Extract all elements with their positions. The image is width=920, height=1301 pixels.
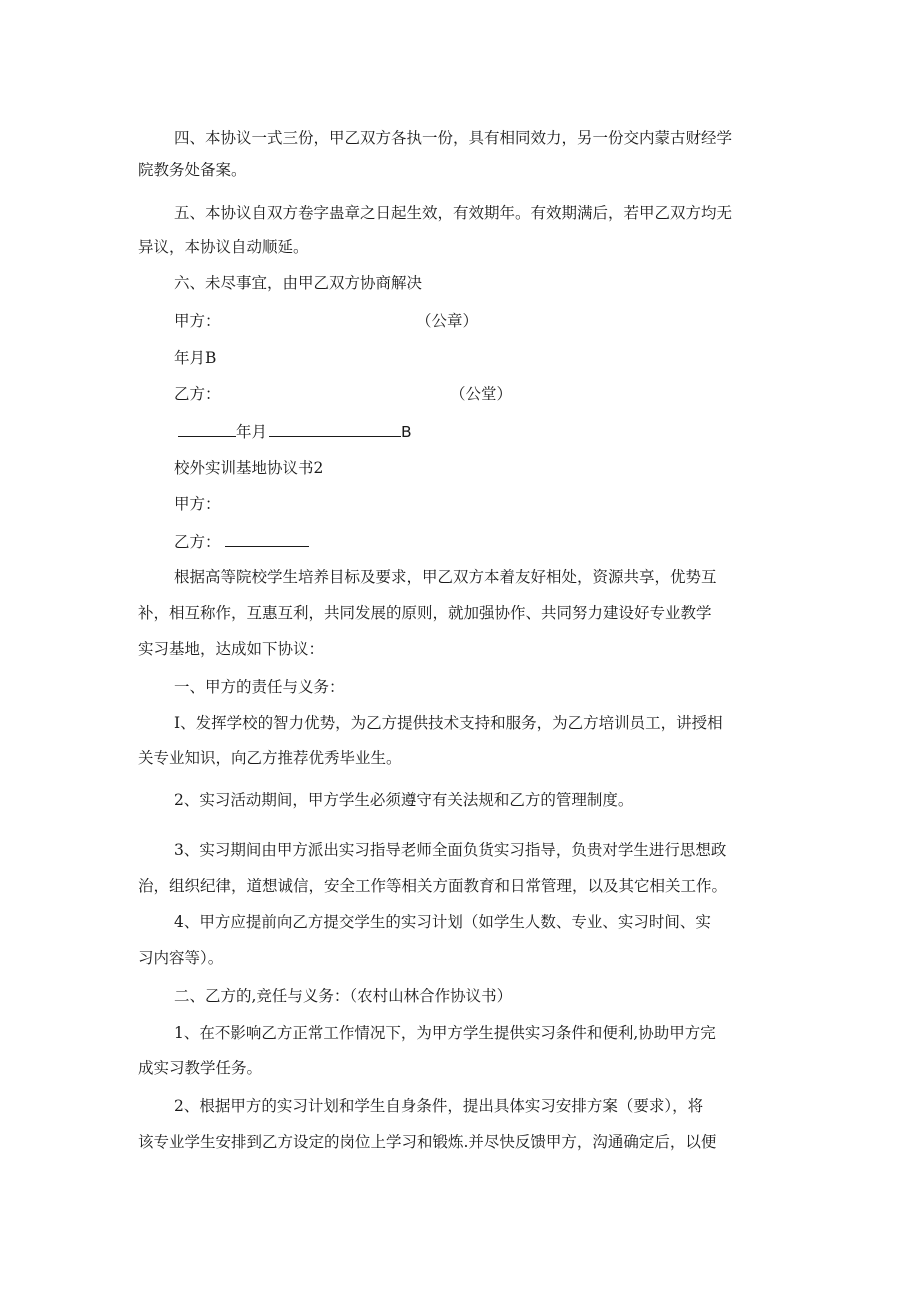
s1-item-4-line-2: 习内容等）。 [138, 949, 224, 967]
year-blank [178, 421, 236, 437]
intro-line-2: 补，相互称作，互惠互利，共同发展的原则，就加强协作、共同努力建设好专业教学 [138, 604, 712, 622]
s2-item-1-line-1: 1、在不影响乙方正常工作情况下，为甲方学生提供实习条件和便利,协助甲方完 [174, 1024, 716, 1042]
section-1-title: 一、甲方的责任与义务： [174, 678, 345, 696]
section-2-title: 二、乙方的,竞任与义务：（农村山林合作协议书） [174, 987, 513, 1005]
party-b-label: 乙方： [174, 385, 221, 403]
s2-item-2-line-2: 该专业学生安排到乙方设定的岗位上学习和锻炼.并尽快反馈甲方，沟通确定后，以便 [138, 1133, 717, 1151]
s1-item-1-line-2: 关专业知识，向乙方推荐优秀毕业生。 [138, 749, 402, 767]
s1-item-2: 2、实习活动期间，甲方学生必须遵守有关法规和乙方的管理制度。 [174, 791, 634, 809]
s1-item-3-line-1: 3、实习期间由甲方派出实习指导老师全面负货实习指导，负贵对学生进行思想政 [174, 841, 727, 859]
s2-item-2-line-1: 2、根据甲方的实习计划和学生自身条件，提出具体实习安排方案（要求），将 [174, 1097, 704, 1115]
clause-4-line-1: 四、本协议一式三份，甲乙双方各执一份，具有相同效力，另一份交内蒙古财经学 [174, 129, 733, 147]
clause-5-line-1: 五、本协议自双方卷字蛊章之日起生效，有效期年。有效期满后，若甲乙双方均无 [174, 204, 733, 222]
s2-item-1-line-2: 成实习教学任务。 [138, 1059, 263, 1077]
party-a-date: 年月B [174, 349, 217, 367]
clause-5-line-2: 异议，本协议自动顺延。 [138, 238, 309, 256]
party-b-blank [225, 531, 309, 547]
party-b-seal: （公堂） [450, 385, 513, 403]
party-a-label-2: 甲方： [174, 495, 221, 513]
party-a-label: 甲方： [174, 312, 221, 330]
intro-line-1: 根据高等院校学生培养目标及要求，甲乙双方本着友好相处，资源共享，优势互 [174, 568, 717, 586]
s1-item-1-line-1: I、发挥学校的智力优势，为乙方提供技术支持和服务，为乙方培训员工，讲授相 [174, 714, 723, 732]
day-blank [269, 421, 401, 437]
party-a-seal: （公章） [416, 312, 479, 330]
agreement-title: 校外实训基地协议书2 [174, 459, 324, 477]
clause-6: 六、未尽事宜，由甲乙双方协商解决 [174, 274, 423, 292]
intro-line-3: 实习基地，达成如下协议： [138, 640, 325, 658]
party-b-date: 年月 B [178, 421, 412, 442]
s1-item-3-line-2: 治，组织纪律，道想诚信，安全工作等相关方面教育和日常管理，以及其它相关工作。 [138, 877, 728, 895]
party-b-label-2: 乙方： [174, 531, 309, 552]
s1-item-4-line-1: 4、甲方应提前向乙方提交学生的实习计划（如学生人数、专业、实习时间、实 [174, 913, 711, 931]
clause-4-line-2: 院教务处备案。 [138, 161, 247, 179]
